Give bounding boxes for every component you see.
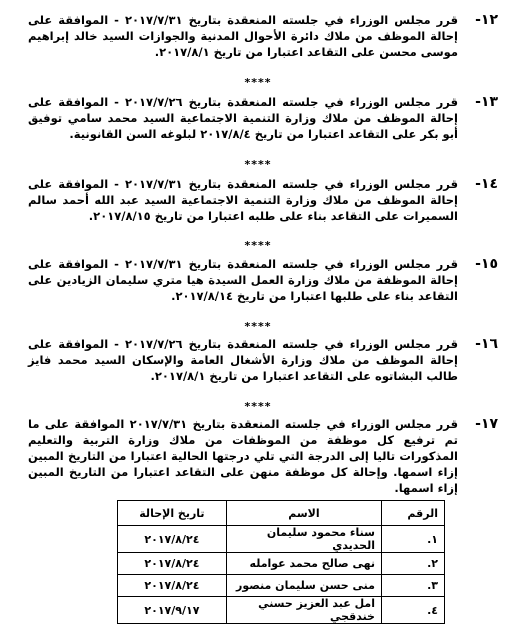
item-text: قرر مجلس الوزراء في جلسته المنعقدة بتاريخ ٢٠١٧/٧/٢٦ - الموافقة على إحالة الموظف من ملاك وزارة التنمية الاجتماعية السيد محمد سامي توفيق أبو بكر على التقاعد اعتبارا من تاريخ ٢٠١٧/٨/٤ لبلوغه السن القانونية.	[28, 95, 458, 141]
table-header-row	[118, 501, 445, 526]
item-number: ١٣-	[475, 94, 498, 110]
decision-item-16	[28, 336, 498, 384]
table-row	[118, 553, 445, 575]
item-text: قرر مجلس الوزراء في جلسته المنعقدة بتاريخ ٢٠١٧/٧/٢٦ - الموافقة على إحالة الموظف من ملاك وزارة الأشغال العامة والإسكان السيد محمد فايز طالب البشاتوه على التقاعد اعتبارا من تاريخ ٢٠١٧/٨/١.	[28, 337, 458, 383]
item-text: قرر مجلس الوزراء في جلسته المنعقدة بتاريخ ٢٠١٧/٧/٣١ - الموافقة على إحالة الموظف من ملاك دائرة الأحوال المدنية والجوازات السيد خالد إبراهيم موسى محسن على التقاعد اعتبارا من تاريخ ٢٠١٧/٨/١.	[28, 13, 458, 59]
header-name: الاسم	[226, 501, 381, 526]
decision-item-15	[28, 256, 498, 304]
row-name: سناء محمود سليمان الحديدي	[226, 526, 381, 553]
row-number: ٣.	[381, 575, 444, 597]
retirees-table	[117, 500, 445, 624]
row-number: ١.	[381, 526, 444, 553]
item-text: قرر مجلس الوزراء في جلسته المنعقدة بتاريخ ٢٠١٧/٧/٣١ الموافقة على ما تم ترفيع كل موظفة من الموظفات من ملاك وزارة التربية والتعليم المذكورات تاليا إلى الدرجة التي تلي درجتها الحالية اعتبارا من التاريخ المبين إزاء اسمها. وإحالة كل موظفة منهن على التقاعد اعتبارا من التاريخ المبين إزاء اسمها.	[28, 417, 458, 495]
row-name: امل عبد العزيز حسني خندقجي	[226, 597, 381, 624]
decision-item-13	[28, 94, 498, 142]
row-date: ٢٠١٧/٩/١٧	[118, 597, 227, 624]
row-number: ٢.	[381, 553, 444, 575]
row-name: منى حسن سليمان منصور	[226, 575, 381, 597]
item-text: قرر مجلس الوزراء في جلسته المنعقدة بتاريخ ٢٠١٧/٧/٣١ - الموافقة على إحالة الموظف من ملاك وزارة التنمية الاجتماعية السيد عبد الله أحمد سالم السميرات على التقاعد بناء على طلبه اعتبارا من تاريخ ٢٠١٧/٨/١٥.	[28, 177, 458, 223]
item-number: ١٤-	[475, 176, 498, 192]
item-number: ١٦-	[475, 336, 498, 352]
item-number: ١٧-	[475, 416, 498, 432]
table-row	[118, 575, 445, 597]
decision-item-14	[28, 176, 498, 224]
item-text: قرر مجلس الوزراء في جلسته المنعقدة بتاريخ ٢٠١٧/٧/٣١ - الموافقة على إحالة الموظفة من ملاك وزارة العمل السيدة هيا متري سليمان الزيادين على التقاعد بناء على طلبها اعتبارا من تاريخ ٢٠١٧/٨/١٤.	[28, 257, 458, 303]
decision-item-17	[28, 416, 498, 496]
separator: ****	[244, 320, 272, 333]
header-number: الرقم	[381, 501, 444, 526]
item-number: ١٢-	[475, 12, 498, 28]
row-date: ٢٠١٧/٨/٢٤	[118, 526, 227, 553]
table-row	[118, 597, 445, 624]
separator: ****	[244, 158, 272, 171]
row-date: ٢٠١٧/٨/٢٤	[118, 553, 227, 575]
row-name: نهى صالح محمد عوامله	[226, 553, 381, 575]
row-number: ٤.	[381, 597, 444, 624]
row-date: ٢٠١٧/٨/٢٤	[118, 575, 227, 597]
separator: ****	[244, 400, 272, 413]
separator: ****	[244, 76, 272, 89]
table-row	[118, 526, 445, 553]
item-number: ١٥-	[475, 256, 498, 272]
decision-item-12	[28, 12, 498, 60]
separator: ****	[244, 239, 272, 252]
header-retirement-date: تاريخ الإحالة	[118, 501, 227, 526]
